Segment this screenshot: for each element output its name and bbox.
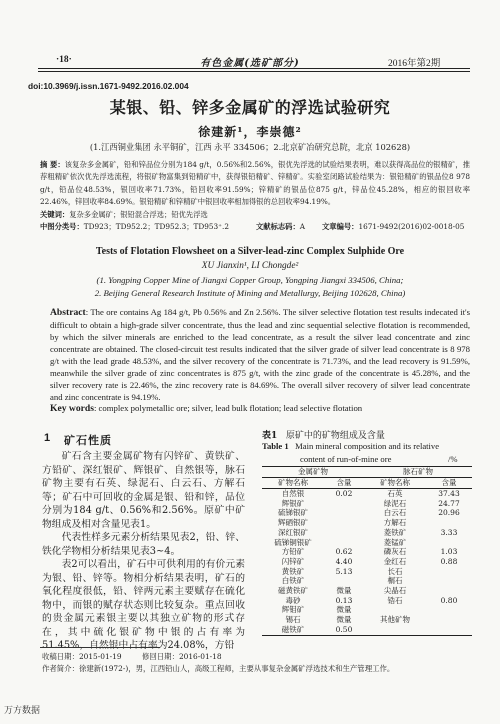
table-group-header-row (262, 467, 472, 478)
table-column-header-row (262, 478, 472, 489)
gangue-mineral-name: 其他矿物 (380, 615, 410, 625)
table-row (262, 586, 472, 596)
table-row (262, 528, 472, 538)
article-number-label: 文章编号： (322, 222, 359, 231)
title-chinese: 某银、铅、锌多金属矿的浮选试验研究 (109, 98, 391, 117)
gangue-mineral-content (426, 567, 472, 577)
abstract-chinese-label: 摘 要： (40, 160, 65, 169)
gangue-mineral-name: 绿泥石 (383, 498, 407, 508)
gangue-mineral-content (426, 576, 472, 586)
metal-mineral-name: 方铅矿 (281, 547, 305, 557)
authors-chinese: 徐建新¹，李崇德² (198, 125, 302, 139)
document-code-value: A (299, 222, 306, 231)
table-row (262, 567, 472, 577)
gangue-mineral-name: 磷灰石 (383, 547, 407, 557)
column-header: 含量 (426, 478, 472, 489)
body-paragraph: 代表性样多元素分析结果见表2，铅、锌、铁化学物相分析结果见表3~4。 (42, 532, 245, 557)
gangue-mineral-name: 方解石 (383, 518, 407, 528)
metal-mineral-content (324, 499, 364, 509)
gangue-mineral-name (364, 625, 426, 635)
gangue-mineral-content: 0.88 (440, 556, 458, 566)
gangue-mineral-content (426, 518, 472, 528)
metal-mineral-name: 硫锑铜银矿 (274, 537, 312, 547)
metal-mineral-content: 0.62 (335, 547, 353, 557)
metal-mineral-name: 锡石 (285, 615, 301, 625)
clc-value: TD923；TD952.2；TD952.3；TD953⁺.2 (83, 222, 229, 231)
abstract-english (50, 306, 470, 403)
header-rule (38, 68, 470, 72)
keywords-english-text: : complex polymetallic ore; silver, lead bulk flotation; lead selective flotation (93, 403, 363, 413)
table-label-chinese: 表1 (262, 431, 278, 441)
gangue-mineral-name: 石英 (387, 489, 403, 498)
authors-english: XU Jianxin¹, LI Chongde² (201, 261, 299, 271)
keywords-english (50, 403, 470, 414)
gangue-minerals-header: 脉石矿物 (364, 467, 472, 478)
abstract-chinese-text: 该复杂多金属矿，铅和锌品位分别为184 g/t，0.56%和2.56%，银优先浮选的试验结果表明，难以获得高品位的银精矿，推荐粗精矿依次优先浮选流程，将银矿物富集到铅精矿中，获得银铅精矿、锌精矿。实验室闭路试验结果为：银铅精矿的银品位8 978 g/t，铅品位48.53%，银回收率71.73%，铅回收率91.59%；锌精矿的银品位875 g/t，锌品位45.28%，相应的银回收率22.46%，锌回收率84.69%。银铅精矿和锌精矿中银回收率相加得银的总回收率94.19%。 (40, 160, 470, 207)
watermark: 万方数据 (4, 706, 41, 716)
column-header: 含量 (324, 478, 364, 489)
footnote-rule (40, 647, 160, 648)
metal-mineral-content (324, 528, 364, 538)
table-caption-chinese (262, 428, 385, 441)
gangue-mineral-content: 1.03 (440, 547, 458, 557)
gangue-mineral-content (426, 615, 472, 625)
table-title-english-line: Main mineral composition and its relative (295, 441, 440, 451)
article-number (322, 222, 464, 232)
keywords-chinese-label: 关键词： (40, 210, 70, 219)
metal-mineral-name: 硫锑银矿 (278, 508, 308, 518)
table-row (262, 538, 472, 548)
body-paragraph: 表2可以看出，矿石中可供利用的有价元素为银、铅、锌等。物相分析结果表明，矿石的氧化程度很低，铅、锌两元素主要赋存在硫化物中，而银的赋存状态则比较复杂。重点回收的贵金属元素银主要以其独立矿物的形式存在，其中硫化银矿物中银的占有率为51.45%，自然银中占有率为24.08%，方铅 (42, 559, 245, 651)
mineral-composition-table (262, 466, 472, 636)
gangue-mineral-name: 白云石 (383, 508, 407, 518)
affiliation-english-line: 2. Beijing General Research Institute of Mining and Metallurgy, Beijing 102628, China) (94, 288, 406, 298)
gangue-mineral-content: 24.77 (438, 498, 460, 508)
table-row (262, 605, 472, 615)
metal-mineral-content (324, 538, 364, 548)
metal-mineral-name: 白铁矿 (281, 576, 305, 586)
clc-number (40, 222, 229, 232)
table-row (262, 596, 472, 606)
article-number-value: 1671-9492(2016)02-0018-05 (358, 222, 465, 231)
metal-mineral-content: 微量 (336, 586, 352, 596)
gangue-mineral-content: 37.43 (438, 489, 460, 498)
metal-mineral-content: 4.40 (335, 556, 353, 566)
affiliation-chinese: (1.江西铜业集团 永平铜矿，江西 永平 334506；2.北京矿冶研究总院，北京 102628) (89, 142, 411, 152)
metal-mineral-name: 辉硒银矿 (278, 518, 308, 528)
abstract-english-label: Abstract (50, 307, 86, 318)
table-row (262, 625, 472, 635)
clc-label: 中图分类号： (40, 222, 84, 231)
gangue-mineral-name: 榍石 (387, 576, 403, 586)
table-title-english-line: content of run-of-mine ore (300, 454, 392, 464)
table-row (262, 489, 472, 499)
table-row (262, 518, 472, 528)
metal-minerals-header: 金属矿物 (262, 467, 364, 478)
metal-mineral-content: 5.13 (335, 566, 353, 576)
gangue-mineral-name (364, 605, 426, 615)
gangue-mineral-name: 菱锰矿 (383, 537, 407, 547)
gangue-mineral-content (426, 625, 472, 635)
gangue-mineral-name: 长石 (387, 566, 403, 576)
table-row (262, 508, 472, 518)
page-number: ·18· (56, 55, 72, 65)
metal-mineral-name: 黄铁矿 (281, 566, 305, 576)
gangue-mineral-content (426, 586, 472, 596)
column-header: 矿物名称 (262, 478, 324, 489)
metal-mineral-name: 磁黄铁矿 (278, 586, 308, 596)
table-row (262, 499, 472, 509)
metal-mineral-content: 0.02 (335, 489, 353, 498)
table-caption-english (262, 441, 439, 451)
gangue-mineral-name: 尖晶石 (383, 586, 407, 596)
metal-mineral-name: 辉银矿 (281, 498, 305, 508)
gangue-mineral-content: 0.80 (440, 595, 458, 605)
metal-mineral-name: 辉钼矿 (281, 605, 305, 615)
abstract-english-text: : The ore contains Ag 184 g/t, Pb 0.56% and Zn 2.56%. The silver selective flotation test results indecated it's difficult to obtain a high-grade silver concentrate, thus the lead and zinc sequential selective flotation is recommended, by which the silver minerals are enriched to the lead concentrate, as a result the silver lead concentrate and zinc concentrate are obtained. The closed-circuit test results indicated that the silver grade of silver lead concentrate is 8 978 g/t with the lead grade 48.53%, and the silver recovery of the concentrate is 71.73%, and the lead recovery is 91.59%, meanwhile the silver grade of zinc concentrates is 875 g/t, with the zinc grade of the concentrate is 45.28%, and the silver recovery rate is 22.46%, the zinc recovery rate is 84.69%. The overall silver recovery of silver lead concentrate and zinc concentrate is 94.19%. (50, 307, 470, 402)
metal-mineral-content (324, 508, 364, 518)
table-row (262, 576, 472, 586)
metal-mineral-content: 0.13 (335, 595, 353, 605)
table-row (262, 615, 472, 625)
metal-mineral-content: 0.50 (324, 625, 364, 635)
document-code-label: 文献标志码： (256, 222, 300, 231)
gangue-mineral-name: 金红石 (383, 556, 407, 566)
body-paragraph: 矿石含主要金属矿物有闪锌矿、黄铁矿、方铅矿、深红银矿、辉银矿、自然银等，脉石矿物主要有石英、绿泥石、白云石、方解石等；矿石中可回收的金属是银、铅和锌，品位分别为184 g/t、0.56%和2.56%。原矿中矿物组成及相对含量见表1。 (42, 451, 245, 530)
table-row (262, 557, 472, 567)
gangue-mineral-name: 菱铁矿 (383, 527, 407, 537)
gangue-mineral-content: 20.96 (438, 508, 460, 518)
metal-mineral-name: 磁铁矿 (262, 625, 324, 635)
doi: doi:10.3969/j.issn.1671-9492.2016.02.004 (28, 81, 189, 91)
received-date: 收稿日期：2015-01-19 (42, 652, 122, 661)
section-number: 1 (44, 432, 51, 444)
journal-name: 有色金属(选矿部分) (200, 58, 300, 69)
gangue-mineral-content (426, 605, 472, 615)
metal-mineral-content (324, 518, 364, 528)
table-label-english: Table 1 (262, 441, 289, 451)
metal-mineral-name: 闪锌矿 (281, 556, 305, 566)
keywords-chinese-text: 复杂多金属矿；银铅混合浮选；铅优先浮选 (69, 210, 208, 219)
gangue-mineral-name: 锆石 (387, 595, 403, 605)
keywords-english-label: Key words (50, 403, 94, 414)
abstract-chinese (40, 159, 470, 209)
affiliation-english-line: (1. Yongping Copper Mine of Jiangxi Copper Group, Yongping Jiangxi 334506, China; (96, 275, 404, 285)
gangue-mineral-content (426, 538, 472, 548)
revised-date: 修回日期：2016-01-18 (142, 652, 222, 661)
metal-mineral-name: 深红银矿 (278, 527, 308, 537)
table-title-chinese: 原矿中的矿物组成及含量 (285, 431, 385, 441)
journal-issue: 2016年第2期 (388, 59, 441, 69)
metal-mineral-name: 毒砂 (285, 595, 301, 605)
table-body (262, 489, 472, 636)
metal-mineral-content: 微量 (336, 605, 352, 615)
column-header: 矿物名称 (364, 478, 426, 489)
author-biography: 作者简介：徐建新(1972-)，男，江西铅山人，高级工程师，主要从事复杂金属矿浮选技术和生产管理工作。 (42, 664, 395, 673)
table-unit: /% (448, 454, 458, 464)
gangue-mineral-content: 3.33 (440, 527, 458, 537)
metal-mineral-content (324, 576, 364, 586)
title-english: Tests of Flotation Flowsheet on a Silver-lead-zinc Complex Sulphide Ore (95, 246, 405, 257)
metal-mineral-name: 自然银 (281, 489, 305, 498)
section-heading: 矿石性质 (64, 434, 112, 447)
table-row (262, 547, 472, 557)
keywords-chinese (40, 210, 470, 220)
document-code (256, 222, 305, 232)
metal-mineral-content: 微量 (336, 615, 352, 625)
body-left-column (42, 450, 245, 651)
